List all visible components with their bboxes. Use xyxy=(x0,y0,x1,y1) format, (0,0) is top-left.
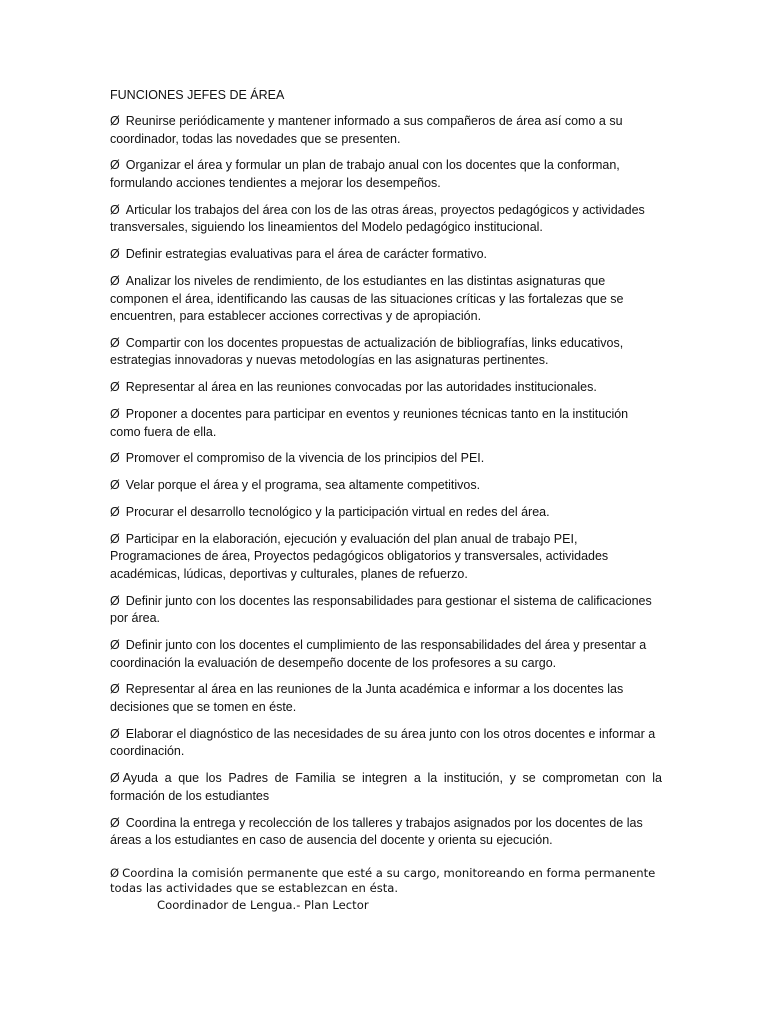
bullet-marker: Ø xyxy=(110,682,120,697)
list-item xyxy=(110,113,662,148)
list-item-text: Definir junto con los docentes las responsabilidades para gestionar el sistema de calificaciones por área. xyxy=(110,593,652,626)
list-item-text: Elaborar el diagnóstico de las necesidades de su área junto con los otros docentes e informar a coordinación. xyxy=(110,726,656,759)
bullet-marker: Ø xyxy=(110,815,120,830)
list-item-text: Representar al área en las reuniones convocadas por las autoridades institucionales. xyxy=(125,380,597,395)
list-item-text: Proponer a docentes para participar en eventos y reuniones técnicas tanto en la institución como fuera de ella. xyxy=(110,407,629,439)
list-item-text: Definir estrategias evaluativas para el área de carácter formativo. xyxy=(125,247,488,262)
signature-line: Coordinador de Lengua.- Plan Lector xyxy=(157,897,369,912)
list-item xyxy=(110,866,662,897)
list-item xyxy=(110,726,662,761)
list-item-text: Participar en la elaboración, ejecución y evaluación del plan anual de trabajo PEI, Programaciones de área, Proyectos pedagógicos obligatorios y transversales, actividades académicas, lúdicas, deportivas y culturales, planes de refuerzo. xyxy=(110,531,609,581)
bullet-marker: Ø xyxy=(110,478,120,493)
bullet-marker: Ø xyxy=(110,273,120,288)
list-item xyxy=(110,379,662,397)
list-item xyxy=(110,531,662,584)
list-item xyxy=(110,246,662,264)
list-item-text: Coordina la comisión permanente que esté a su cargo, monitoreando en forma permanente todas las actividades que se establezcan en ésta. xyxy=(110,865,656,896)
list-item-text: Analizar los niveles de rendimiento, de los estudiantes en las distintas asignaturas que componen el área, identificando las causas de las situaciones críticas y las fortalezas que se encuentren, para establecer acciones correctivas y de apropiación. xyxy=(110,273,624,324)
list-item xyxy=(110,770,662,805)
bullet-marker: Ø xyxy=(110,865,120,880)
bullet-marker: Ø xyxy=(110,407,120,422)
list-item xyxy=(110,335,662,370)
bullet-marker: Ø xyxy=(110,531,120,546)
bullet-marker: Ø xyxy=(110,380,120,395)
list-item-text: Compartir con los docentes propuestas de actualización de bibliografías, links educativos, estrategias innovadoras y nuevas metodologías en las asignaturas pertinentes. xyxy=(110,335,624,368)
bullet-marker: Ø xyxy=(110,726,120,741)
bullet-marker: Ø xyxy=(110,593,120,608)
bullet-marker: Ø xyxy=(110,114,120,128)
list-item xyxy=(110,681,662,716)
list-item-text: Reunirse periódicamente y mantener informado a sus compañeros de área así como a su coordinador, todas las novedades que se presenten. xyxy=(110,114,623,146)
bullet-marker: Ø xyxy=(110,158,120,173)
bullet-marker: Ø xyxy=(110,771,120,786)
list-item xyxy=(110,504,662,522)
list-item xyxy=(110,450,662,468)
list-item xyxy=(110,157,662,192)
list-item-text: Coordina la entrega y recolección de los talleres y trabajos asignados por los docentes de las áreas a los estudiantes en caso de ausencia del docente y orienta su ejecución. xyxy=(110,815,643,848)
bullet-marker: Ø xyxy=(110,638,120,653)
bullet-marker: Ø xyxy=(110,335,120,350)
list-item-text: Procurar el desarrollo tecnológico y la participación virtual en redes del área. xyxy=(125,504,550,519)
document-title: FUNCIONES JEFES DE ÁREA xyxy=(110,88,285,102)
list-item xyxy=(110,593,662,628)
list-item-text: Definir junto con los docentes el cumplimiento de las responsabilidades del área y presentar a coordinación la evaluación de desempeño docente de los profesores a su cargo. xyxy=(110,638,647,670)
list-item xyxy=(110,406,662,441)
bullet-marker: Ø xyxy=(110,451,120,466)
document-body xyxy=(110,86,662,913)
bullet-marker: Ø xyxy=(110,247,120,262)
list-item-text: Organizar el área y formular un plan de trabajo anual con los docentes que la conforman, formulando acciones tendientes a mejorar los desempeños. xyxy=(110,158,620,190)
bullet-marker: Ø xyxy=(110,202,120,217)
list-item-text: Ayuda a que los Padres de Familia se integren a la institución, y se comprometan con la formación de los estudiantes xyxy=(110,771,662,803)
list-item xyxy=(110,815,662,850)
list-item xyxy=(110,273,662,326)
list-item xyxy=(110,202,662,237)
list-item-text: Representar al área en las reuniones de la Junta académica e informar a los docentes las decisiones que se tomen en éste. xyxy=(110,682,624,715)
list-item xyxy=(110,637,662,672)
list-item xyxy=(110,477,662,495)
list-item-text: Articular los trabajos del área con los de las otras áreas, proyectos pedagógicos y actividades transversales, siguiendo los lineamientos del Modelo pedagógico institucional. xyxy=(110,202,645,235)
bullet-marker: Ø xyxy=(110,504,120,519)
list-item-text: Velar porque el área y el programa, sea altamente competitivos. xyxy=(125,478,481,493)
list-item-text: Promover el compromiso de la vivencia de los principios del PEI. xyxy=(125,451,485,466)
